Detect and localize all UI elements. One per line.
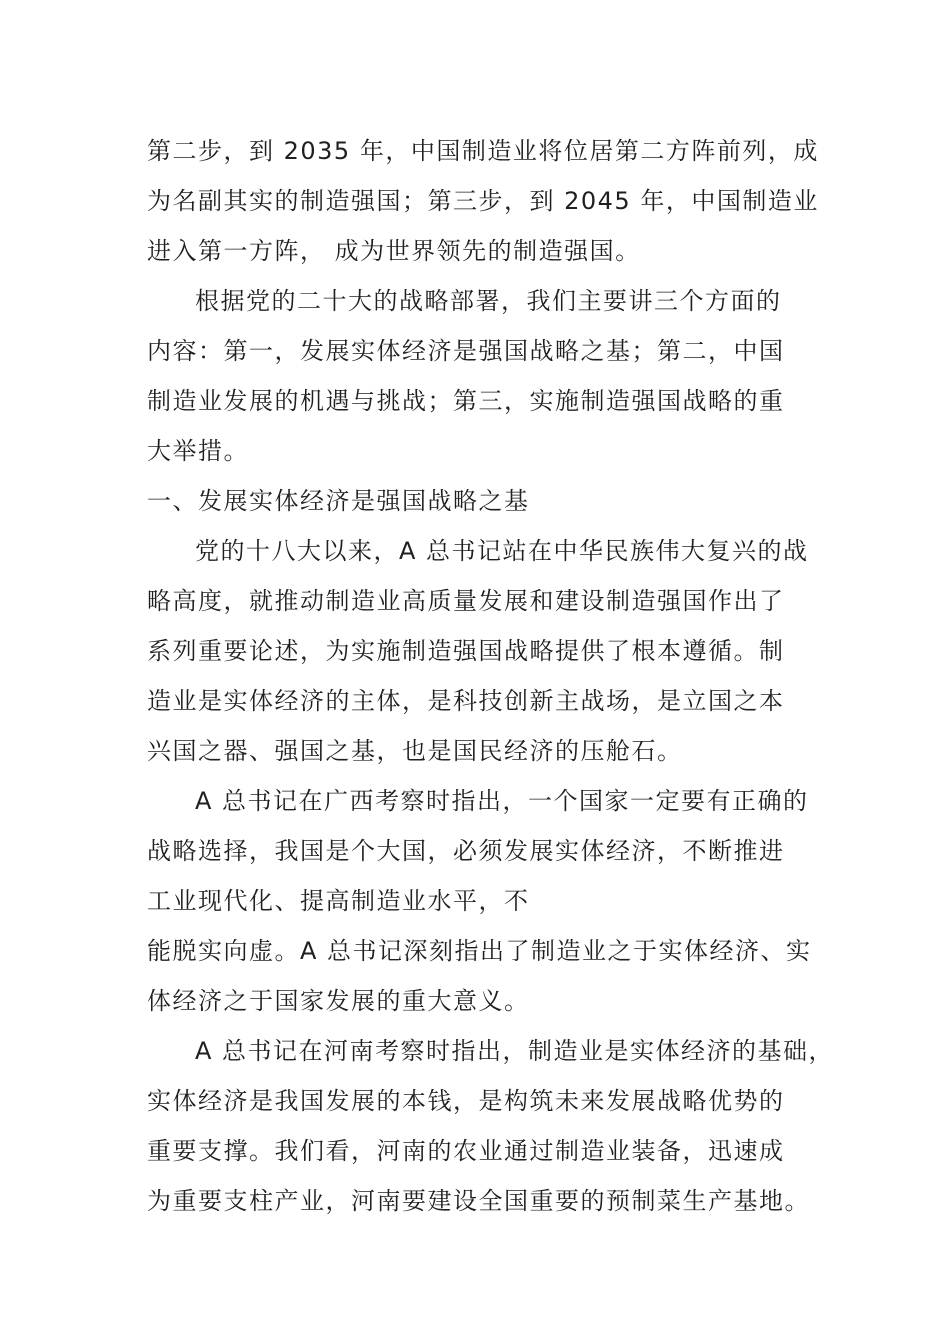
- text-line: A 总书记在河南考察时指出，制造业是实体经济的基础，: [195, 1037, 835, 1065]
- text-line: 内容：第一，发展实体经济是强国战略之基；第二，中国: [147, 337, 785, 365]
- text-line: 造业是实体经济的主体，是科技创新主战场，是立国之本: [147, 687, 785, 715]
- text-line: 为重要支柱产业，河南要建设全国重要的预制菜生产基地。: [147, 1187, 810, 1215]
- text-line: 体经济之于国家发展的重大意义。: [147, 987, 530, 1015]
- text-line: 为名副其实的制造强国；第三步，到 2045 年，中国制造业: [147, 187, 819, 215]
- text-line: 制造业发展的机遇与挑战；第三，实施制造强国战略的重: [147, 387, 785, 415]
- text-line: 能脱实向虚。A 总书记深刻指出了制造业之于实体经济、实: [147, 937, 812, 965]
- text-line: 党的十八大以来，A 总书记站在中华民族伟大复兴的战: [195, 537, 809, 565]
- text-line: 进入第一方阵， 成为世界领先的制造强国。: [147, 237, 641, 265]
- text-line: 第二步，到 2035 年，中国制造业将位居第二方阵前列，成: [147, 137, 819, 165]
- text-line: 大举措。: [147, 437, 249, 465]
- text-line: 系列重要论述，为实施制造强国战略提供了根本遵循。制: [147, 637, 785, 665]
- text-line: A 总书记在广西考察时指出，一个国家一定要有正确的: [195, 787, 809, 815]
- text-line: 兴国之器、强国之基，也是国民经济的压舱石。: [147, 737, 683, 765]
- text-line: 略高度，就推动制造业高质量发展和建设制造强国作出了: [147, 587, 785, 615]
- text-line: 实体经济是我国发展的本钱，是构筑未来发展战略优势的: [147, 1087, 785, 1115]
- section-heading: 一、发展实体经济是强国战略之基: [147, 487, 530, 515]
- text-line: 重要支撑。我们看，河南的农业通过制造业装备，迅速成: [147, 1137, 785, 1165]
- text-line: 根据党的二十大的战略部署，我们主要讲三个方面的: [195, 287, 782, 315]
- text-line: 战略选择，我国是个大国，必须发展实体经济，不断推进: [147, 837, 785, 865]
- text-line: 工业现代化、提高制造业水平，不: [147, 887, 530, 915]
